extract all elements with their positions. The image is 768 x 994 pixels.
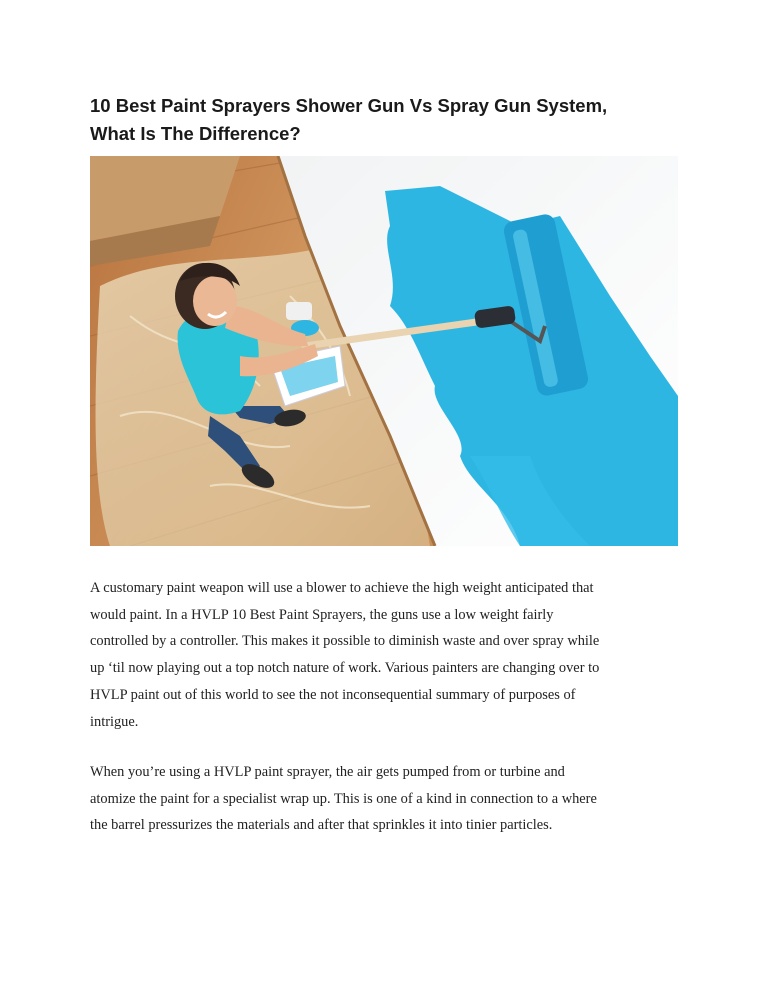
title-line-1: 10 Best Paint Sprayers Shower Gun Vs Spray Gun System, [90,95,608,116]
paragraph-2-line-1: When you’re using a HVLP paint sprayer, the air gets pumped from or turbine and [90,764,565,780]
paragraph-1-line-4: up ‘til now playing out a top notch nature of work. Various painters are changing over to [90,660,600,677]
paragraph-1-line-5: HVLP paint out of this world to see the not inconsequential summary of purposes of [90,686,576,703]
page-title [90,92,690,148]
paragraph-1-line-2: would paint. In a HVLP 10 Best Paint Sprayers, the guns use a low weight fairly [90,606,554,623]
paragraph-1-line-6: intrigue. [90,713,139,730]
paragraph-1-line-3: controlled by a controller. This makes it possible to diminish waste and over spray while [90,633,600,650]
paragraph-1 [90,575,690,735]
paragraph-1-line-1: A customary paint weapon will use a blower to achieve the high weight anticipated that [90,580,594,596]
painting-photo [90,156,678,546]
paragraph-2-line-2: atomize the paint for a specialist wrap up. This is one of a kind in connection to a where [90,790,597,807]
paragraph-2 [90,759,690,839]
title-line-2: What Is The Difference? [90,123,301,144]
paragraph-2-line-3: the barrel pressurizes the materials and after that sprinkles it into tinier particles. [90,817,553,834]
